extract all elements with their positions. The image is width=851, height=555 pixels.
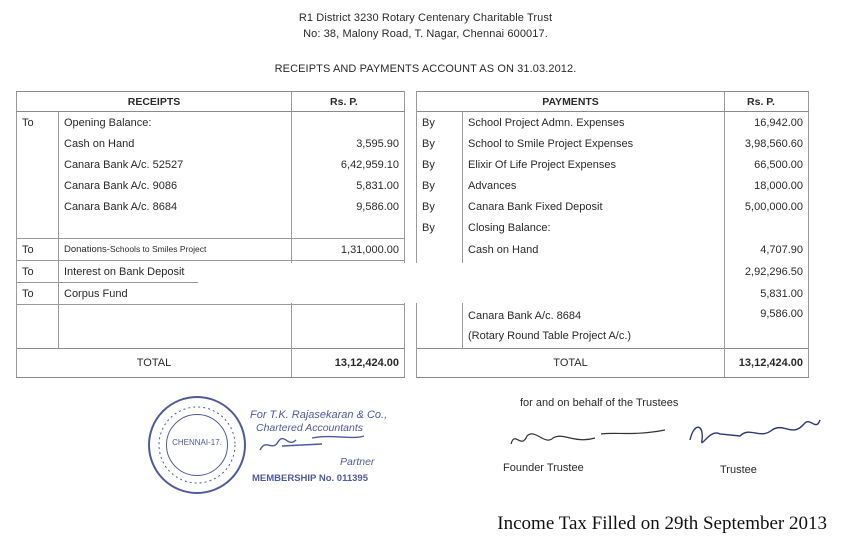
receipt-label: Canara Bank A/c. 52527 bbox=[59, 154, 292, 175]
receipt-amount: 5,831.00 bbox=[292, 175, 405, 196]
payment-amount: 4,707.90 bbox=[725, 239, 809, 261]
payment-prefix: By bbox=[417, 112, 463, 134]
receipt-label: Interest on Bank Deposit bbox=[59, 261, 292, 283]
table-row bbox=[17, 154, 809, 175]
table-row bbox=[17, 112, 809, 134]
total-row bbox=[17, 349, 809, 378]
receipt-amount: 6,42,959.10 bbox=[292, 154, 405, 175]
auditor-firm: For T.K. Rajasekaran & Co., bbox=[250, 409, 388, 421]
auditor-signature-icon bbox=[252, 432, 372, 458]
receipt-amount bbox=[292, 217, 405, 239]
receipt-label: Cash on Hand bbox=[59, 133, 292, 154]
payment-amount: 66,500.00 bbox=[725, 154, 809, 175]
payment-amount: 18,000.00 bbox=[725, 175, 809, 196]
receipt-prefix bbox=[17, 154, 59, 175]
payment-label: Cash on Hand bbox=[463, 239, 725, 261]
payment-amount: 3,98,560.60 bbox=[725, 133, 809, 154]
payments-total-label: TOTAL bbox=[417, 349, 725, 378]
receipt-label: Canara Bank A/c. 8684 bbox=[59, 196, 292, 217]
receipt-prefix bbox=[17, 217, 59, 239]
receipts-amount-heading: Rs. P. bbox=[292, 92, 405, 112]
receipt-prefix bbox=[17, 175, 59, 196]
payment-prefix: By bbox=[417, 217, 463, 239]
payment-prefix: By bbox=[417, 133, 463, 154]
payment-label: School to Smile Project Expenses bbox=[463, 133, 725, 154]
behalf-of-trustees: for and on behalf of the Trustees bbox=[520, 397, 679, 409]
auditor-designation: Chartered Accountants bbox=[256, 422, 364, 434]
receipt-prefix: To bbox=[17, 283, 59, 305]
payment-amount: 5,00,000.00 bbox=[725, 196, 809, 217]
payment-label: Canara Bank Fixed Deposit bbox=[463, 196, 725, 217]
payment-prefix: By bbox=[417, 154, 463, 175]
payment-amount: 16,942.00 bbox=[725, 112, 809, 134]
payment-label: Advances bbox=[463, 175, 725, 196]
payment-label: Elixir Of Life Project Expenses bbox=[463, 154, 725, 175]
receipt-prefix: To bbox=[17, 239, 59, 261]
receipt-label: Opening Balance: bbox=[59, 112, 292, 134]
receipts-payments-table bbox=[16, 91, 809, 378]
payments-amount-heading: Rs. P. bbox=[725, 92, 809, 112]
receipt-label: Canara Bank A/c. 9086 bbox=[59, 175, 292, 196]
payment-prefix: By bbox=[417, 196, 463, 217]
founder-trustee-label: Founder Trustee bbox=[503, 462, 584, 474]
trust-address: No: 38, Malony Road, T. Nagar, Chennai 600017. bbox=[303, 28, 548, 40]
payment-amount: 9,586.00 bbox=[725, 305, 809, 349]
table-row bbox=[17, 217, 809, 239]
seal-city: CHENNAI-17. bbox=[172, 438, 222, 447]
receipt-label-suffix: Schools to Smiles Project bbox=[109, 244, 207, 254]
table-row bbox=[17, 133, 809, 154]
trustee-label: Trustee bbox=[720, 464, 757, 476]
receipt-amount: 1,31,000.00 bbox=[292, 239, 405, 261]
receipts-heading: RECEIPTS bbox=[17, 92, 292, 112]
receipt-label: Corpus Fund bbox=[59, 283, 292, 305]
payment-amount: 5,831.00 bbox=[725, 283, 809, 305]
redaction-patch bbox=[198, 263, 652, 303]
payment-prefix: By bbox=[417, 175, 463, 196]
receipt-label bbox=[59, 217, 292, 239]
receipt-amount: 9,586.00 bbox=[292, 196, 405, 217]
receipt-label: Donations-Schools to Smiles Project bbox=[59, 239, 292, 261]
payment-label-note: (Rotary Round Table Project A/c.) bbox=[468, 330, 632, 343]
table-row bbox=[17, 239, 809, 261]
payment-amount: 2,92,296.50 bbox=[725, 261, 809, 283]
statement-title: RECEIPTS AND PAYMENTS ACCOUNT AS ON 31.03.2012. bbox=[274, 63, 577, 75]
payments-heading: PAYMENTS bbox=[417, 92, 725, 112]
payment-amount bbox=[725, 217, 809, 239]
receipt-prefix: To bbox=[17, 112, 59, 134]
table-header-row bbox=[17, 92, 809, 112]
receipt-prefix bbox=[17, 133, 59, 154]
membership-number: MEMBERSHIP No. 011395 bbox=[252, 473, 368, 484]
receipts-total: 13,12,424.00 bbox=[292, 349, 405, 378]
payment-label: Canara Bank A/c. 8684 bbox=[468, 310, 582, 323]
payment-label: School Project Admn. Expenses bbox=[463, 112, 725, 134]
receipt-prefix bbox=[17, 196, 59, 217]
receipt-amount: 3,595.90 bbox=[292, 133, 405, 154]
payments-total: 13,12,424.00 bbox=[725, 349, 809, 378]
payment-prefix bbox=[417, 239, 463, 261]
payment-label: Closing Balance: bbox=[463, 217, 725, 239]
trustee-signature-icon bbox=[680, 410, 830, 460]
table-row bbox=[17, 196, 809, 217]
founder-signature-icon bbox=[505, 420, 675, 460]
income-tax-note: Income Tax Filled on 29th September 2013 bbox=[497, 513, 827, 534]
auditor-role: Partner bbox=[340, 456, 375, 468]
receipt-prefix: To bbox=[17, 261, 59, 283]
receipts-total-label: TOTAL bbox=[17, 349, 292, 378]
trust-name: R1 District 3230 Rotary Centenary Charitable Trust bbox=[298, 12, 553, 24]
table-row bbox=[17, 305, 809, 349]
receipt-amount bbox=[292, 112, 405, 134]
table-row bbox=[17, 175, 809, 196]
auditor-seal bbox=[148, 396, 246, 494]
